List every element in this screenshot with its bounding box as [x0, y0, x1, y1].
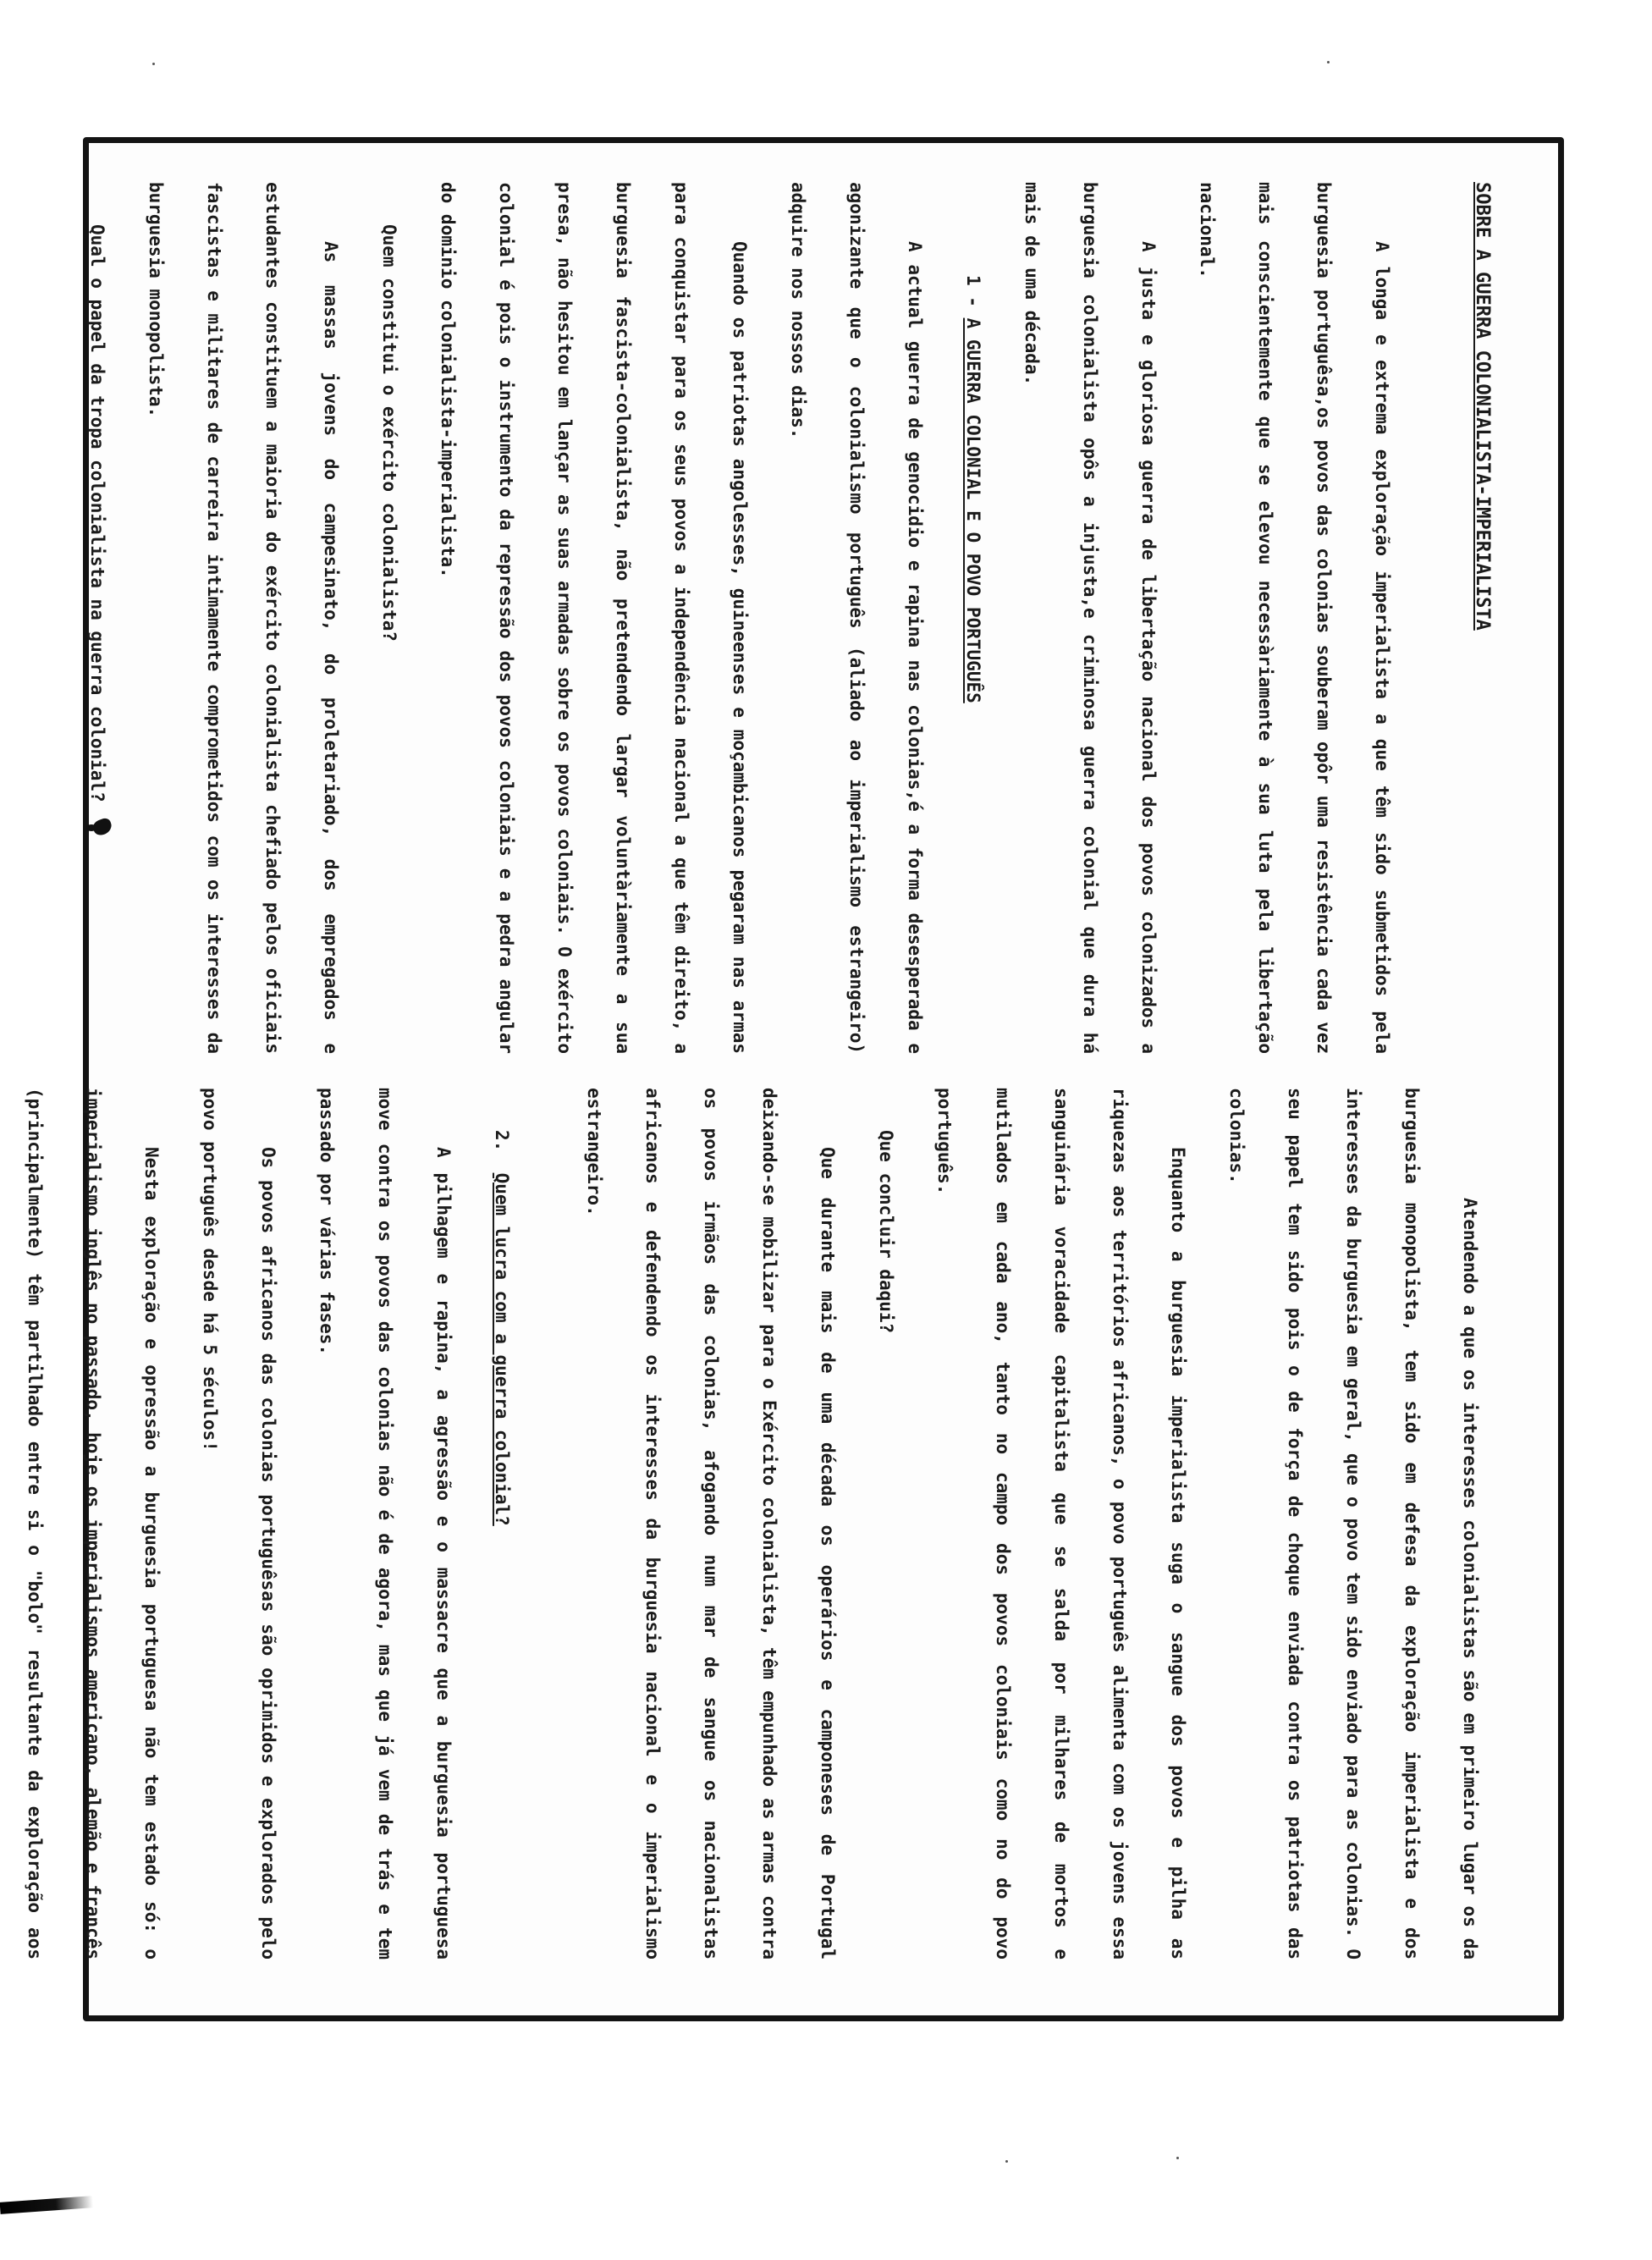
rotated-page — [25, 143, 1570, 2027]
paragraph: Enquanto a burguesia imperialista suga o sangue dos povos e pilha as riquezas aos territórios africanos, o povo português alimenta com os jovens essa sanguinária voracidade capitalista que se salda por milhares de mortos e mutilados em cada ano, tanto no campo dos povos coloniais como no do povo português. — [934, 1088, 1188, 1960]
column-left — [87, 182, 1499, 1054]
handwritten-mark-icon — [86, 818, 115, 836]
scan-speck — [1327, 61, 1330, 63]
column-right — [25, 1088, 1499, 1960]
spacer — [531, 1088, 564, 1960]
paragraph: As massas jovens do campesinato, do proletariado, dos empregados e estudantes constituem a maioria do exército colonialista chefiado pelos oficiais fascistas e militares de carreira intimamente comprometidos com os interesses da burguesia monopolista. — [146, 182, 341, 1054]
section-heading-2 — [472, 1088, 531, 1960]
question: Que concluir daqui? — [876, 1130, 896, 1334]
paragraph: Os povos africanos das colonias portuguêsas são oprimidos e explorados pelo povo português desde há 5 séculos! — [200, 1088, 278, 1960]
section-number: 2. — [492, 1130, 512, 1152]
paragraph: A pilhagem e rapina, a agressão e o massacre que a burguesia portuguesa move contra os povos das colonias não é de agora, mas que já vem de trás e tem passado por várias fases. — [317, 1088, 454, 1960]
paragraph: A actual guerra de genocidio e rapina nas colonias,é a forma desesperada e agonizante que o colonialismo português (aliado ao imperialismo estrangeiro) adquire nos nossos dias. — [788, 182, 925, 1054]
scan-edge-mark — [0, 2196, 93, 2214]
paragraph: Nesta exploração e opressão a burguesia portuguesa não tem estado só: o imperialismo inglês no passado, hoje os imperialismos americano, alemão e francês (principalmente) têm partilhado entre si o "bolo" resultante da exploração aos — [25, 1088, 162, 1960]
question — [68, 182, 126, 1054]
section-title: A GUERRA COLONIAL E O POVO PORTUGUÊS — [963, 317, 983, 703]
paragraph: Quando os patriotas angolesses, guineenses e moçambicanos pegaram nas armas para conquistar para os seus povos a independência nacional a que têm direito, a burguesia fascista-colonialista, não pretendendo largar voluntàriamente a sua presa, não hesitou em lançar as suas armadas sobre os povos coloniais. O exército colonial é pois o instrumento da repressão dos povos coloniais e a pedra angular do dominio colonialista-imperialista. — [438, 182, 750, 1054]
scan-speck — [152, 63, 155, 65]
section-title: Quem lucra com a guerra colonial? — [492, 1172, 512, 1526]
scan-speck — [1176, 2157, 1179, 2159]
paragraph: A justa e gloriosa guerra de libertação nacional dos povos colonizados a burguesia colonialista opôs a injusta,e criminosa guerra colonial que dura há mais de uma década. — [1021, 182, 1159, 1054]
document-title: SOBRE A GUERRA COLONIALISTA-IMPERIALISTA — [1472, 182, 1493, 631]
section-heading-1 — [944, 182, 1002, 1054]
question: Quem constitui o exército colonialista? — [379, 224, 399, 642]
scan-speck — [1005, 2160, 1008, 2163]
section-number: 1 - — [963, 275, 983, 307]
paragraph: Que durante mais de uma década os operários e camponeses de Portugal deixando-se mobilizar para o Exército colonialista, têm empunhado as armas contra os povos irmãos das colonias, afogando num mar de sangue os nacionalistas africanos e defendendo os interesses da burguesia nacional e o imperialismo estrangeiro. — [584, 1088, 838, 1960]
paragraph: A longa e extrema exploração imperialista a que têm sido submetidos pela burguesia portuguêsa,os povos das colonias souberam opôr uma resistência cada vez mais conscientemente que se elevou necessàriamente à sua luta pela libertação nacional. — [1197, 182, 1392, 1054]
question-text: Qual o papel da tropa colonialista na guerra colonial? — [87, 224, 107, 802]
paragraph: Atendendo a que os interesses colonialistas são em primeiro lugar os da burguesia monopolista, tem sido em defesa da exploração imperialista e dos interesses da burguesia em geral, que o povo tem sido enviado para as colonias. O seu papel tem sido pois o de força de choque enviada contra os patriotas das colonias. — [1226, 1088, 1480, 1960]
document-frame — [25, 137, 1564, 2021]
